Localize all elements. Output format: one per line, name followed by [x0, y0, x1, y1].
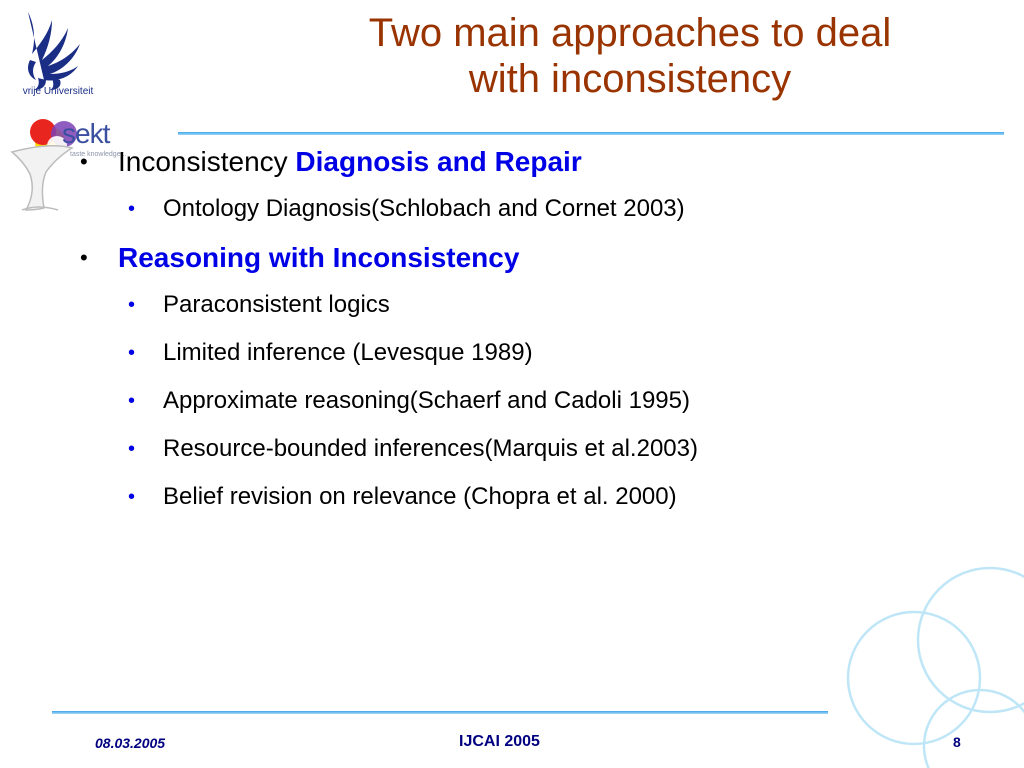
sub-bullet-item	[80, 194, 980, 224]
university-name: vrije Universiteit	[22, 86, 94, 97]
title-divider	[178, 132, 1004, 135]
bullet-dot-icon: •	[80, 245, 88, 270]
sub-bullet-text: Limited inference (Levesque 1989)	[163, 339, 533, 366]
bullet-emphasis: Reasoning with Inconsistency	[118, 242, 520, 273]
project-tagline: taste knowledge...	[70, 151, 127, 158]
footer-conference: IJCAI 2005	[459, 733, 540, 750]
title-line-2: with inconsistency	[468, 57, 792, 101]
decorative-circles	[820, 560, 1024, 768]
bullet-list	[80, 140, 980, 512]
slide-number: 8	[953, 734, 961, 750]
sub-bullet-dot-icon: •	[128, 198, 136, 220]
bullet-dot-icon: •	[80, 149, 88, 174]
sub-bullet-dot-icon: •	[128, 486, 136, 508]
title-line-1: Two main approaches to deal	[368, 11, 892, 55]
bullet-item	[80, 240, 980, 276]
project-name: sekt	[62, 118, 110, 149]
bullet-item	[80, 144, 980, 180]
sub-bullet-text: Approximate reasoning(Schaerf and Cadoli 1995)	[163, 387, 690, 414]
sub-bullet-text: Ontology Diagnosis(Schlobach and Cornet 2003)	[163, 195, 685, 222]
bullet-text: Inconsistency	[118, 146, 296, 177]
sub-bullet-text: Belief revision on relevance (Chopra et al. 2000)	[163, 483, 677, 510]
sub-bullet-item	[80, 386, 980, 416]
sub-bullet-dot-icon: •	[128, 294, 136, 316]
sub-bullet-text: Resource-bounded inferences(Marquis et al.2003)	[163, 435, 698, 462]
footer-divider	[52, 711, 828, 714]
sub-bullet-dot-icon: •	[128, 438, 136, 460]
sub-bullet-text: Paraconsistent logics	[163, 291, 390, 318]
sub-bullet-item	[80, 482, 980, 512]
bullet-emphasis: Diagnosis and Repair	[295, 146, 582, 177]
sub-bullet-dot-icon: •	[128, 390, 136, 412]
footer-date: 08.03.2005	[95, 735, 166, 751]
sub-bullet-dot-icon: •	[128, 342, 136, 364]
sub-bullet-item	[80, 434, 980, 464]
slide-title	[230, 10, 1024, 102]
sub-bullet-item	[80, 290, 980, 320]
sub-bullet-item	[80, 338, 980, 368]
